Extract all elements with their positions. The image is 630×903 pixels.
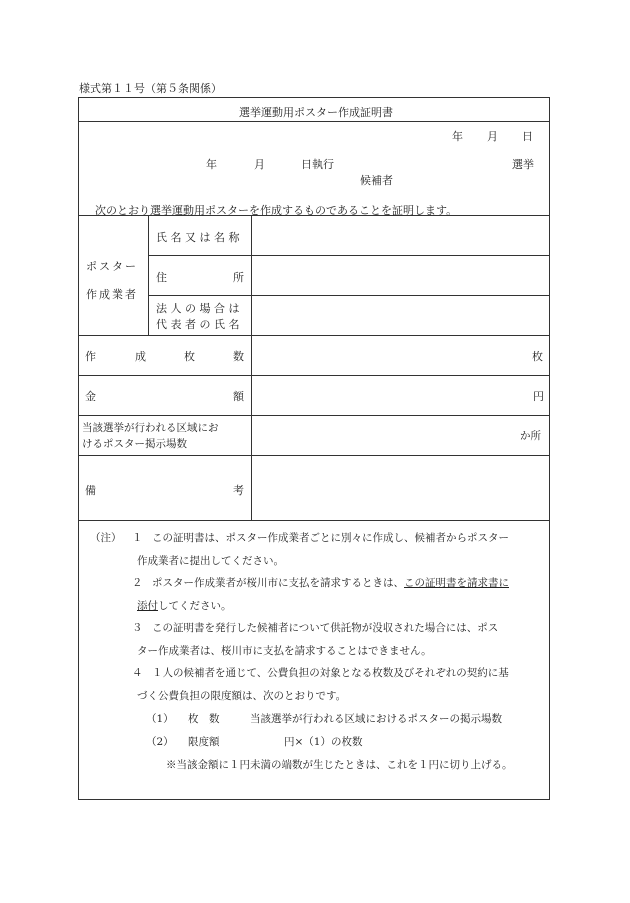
amount-label: 額 (233, 390, 244, 403)
form-number: 様式第１１号（第５条関係） (79, 82, 222, 95)
amount-unit: 円 (533, 390, 544, 403)
count-label: 枚 (184, 350, 195, 363)
creator-label-line1: ポスター (86, 260, 138, 273)
certification-statement: 次のとおり選挙運動用ポスターを作成するものであることを証明します。 (95, 204, 458, 217)
election-label: 選挙 (512, 158, 534, 171)
date-year-label: 年 (452, 130, 463, 143)
note-3-text: ター作成業者は、桜川市に支払を請求することはできません。 (137, 645, 432, 657)
divider (78, 335, 550, 336)
form-title: 選挙運動用ポスター作成証明書 (239, 106, 393, 119)
divider (78, 121, 550, 122)
address-label-a: 住 (156, 271, 167, 284)
divider (78, 455, 550, 456)
places-unit: か所 (520, 430, 541, 442)
election-month-label: 月 (254, 158, 265, 171)
note-2-text-a: ポスター作成業者が桜川市に支払を請求するときは、 (152, 577, 404, 589)
note-3-number: ３ (132, 622, 143, 634)
date-day-label: 日 (522, 130, 533, 143)
divider (148, 255, 550, 256)
divider (78, 520, 550, 521)
note-1-number: １ (132, 532, 143, 544)
sub-item-1-label: 枚 数 (188, 713, 220, 725)
count-label: 数 (233, 350, 244, 363)
candidate-label: 候補者 (360, 174, 393, 187)
note-2-text (137, 598, 232, 613)
count-label: 作 (85, 350, 96, 363)
sub-item-1-number: （1） (146, 713, 174, 725)
divider (148, 295, 550, 296)
rounding-footnote: ※当該金額に１円未満の端数が生じたときは、これを１円に切り上げる。 (166, 759, 513, 771)
remarks-label: 考 (233, 484, 244, 497)
note-2-text (152, 575, 509, 590)
representative-label-line2: 代 表 者 の 氏 名 (156, 318, 240, 331)
note-4-number: ４ (132, 667, 143, 679)
note-2-underlined: この証明書を請求書に (404, 577, 509, 589)
notes-heading: （注） (90, 532, 122, 544)
amount-label: 金 (85, 390, 96, 403)
note-1-text: この証明書は、ポスター作成業者ごとに別々に作成し、候補者からポスター (152, 532, 509, 544)
places-label-line1: 当該選挙が行われる区域にお (82, 422, 219, 434)
address-label-b: 所 (233, 271, 244, 284)
sub-item-2-number: （2） (146, 736, 174, 748)
count-label: 成 (135, 350, 146, 363)
note-4-text: づく公費負担の限度額は、次のとおりです。 (137, 690, 347, 702)
representative-label-line1: 法 人 の 場 合 は (156, 302, 240, 315)
divider (148, 215, 149, 335)
divider (78, 415, 550, 416)
remarks-label: 備 (85, 484, 96, 497)
note-2-number: ２ (132, 577, 143, 589)
election-day-label: 日執行 (301, 158, 334, 171)
note-1-text: 作成業者に提出してください。 (137, 555, 284, 567)
places-label-line2: けるポスター掲示場数 (82, 438, 187, 450)
date-month-label: 月 (487, 130, 498, 143)
count-unit: 枚 (532, 350, 543, 363)
note-4-text: １人の候補者を通じて、公費負担の対象となる枚数及びそれぞれの契約に基 (152, 667, 509, 679)
creator-label-line2: 作成業者 (86, 288, 138, 301)
sub-item-1-text: 当該選挙が行われる区域におけるポスターの掲示場数 (250, 713, 502, 725)
divider (78, 375, 550, 376)
divider (251, 215, 252, 520)
note-2-underlined: 添付 (137, 600, 158, 612)
note-2-text-b: してください。 (158, 600, 232, 612)
note-3-text: この証明書を発行した候補者について供託物が没収された場合には、ポス (152, 622, 499, 634)
name-label: 氏 名 又 は 名 称 (156, 231, 240, 244)
sub-item-2-text: 円×（1）の枚数 (284, 736, 363, 748)
election-year-label: 年 (206, 158, 217, 171)
sub-item-2-label: 限度額 (188, 736, 220, 748)
